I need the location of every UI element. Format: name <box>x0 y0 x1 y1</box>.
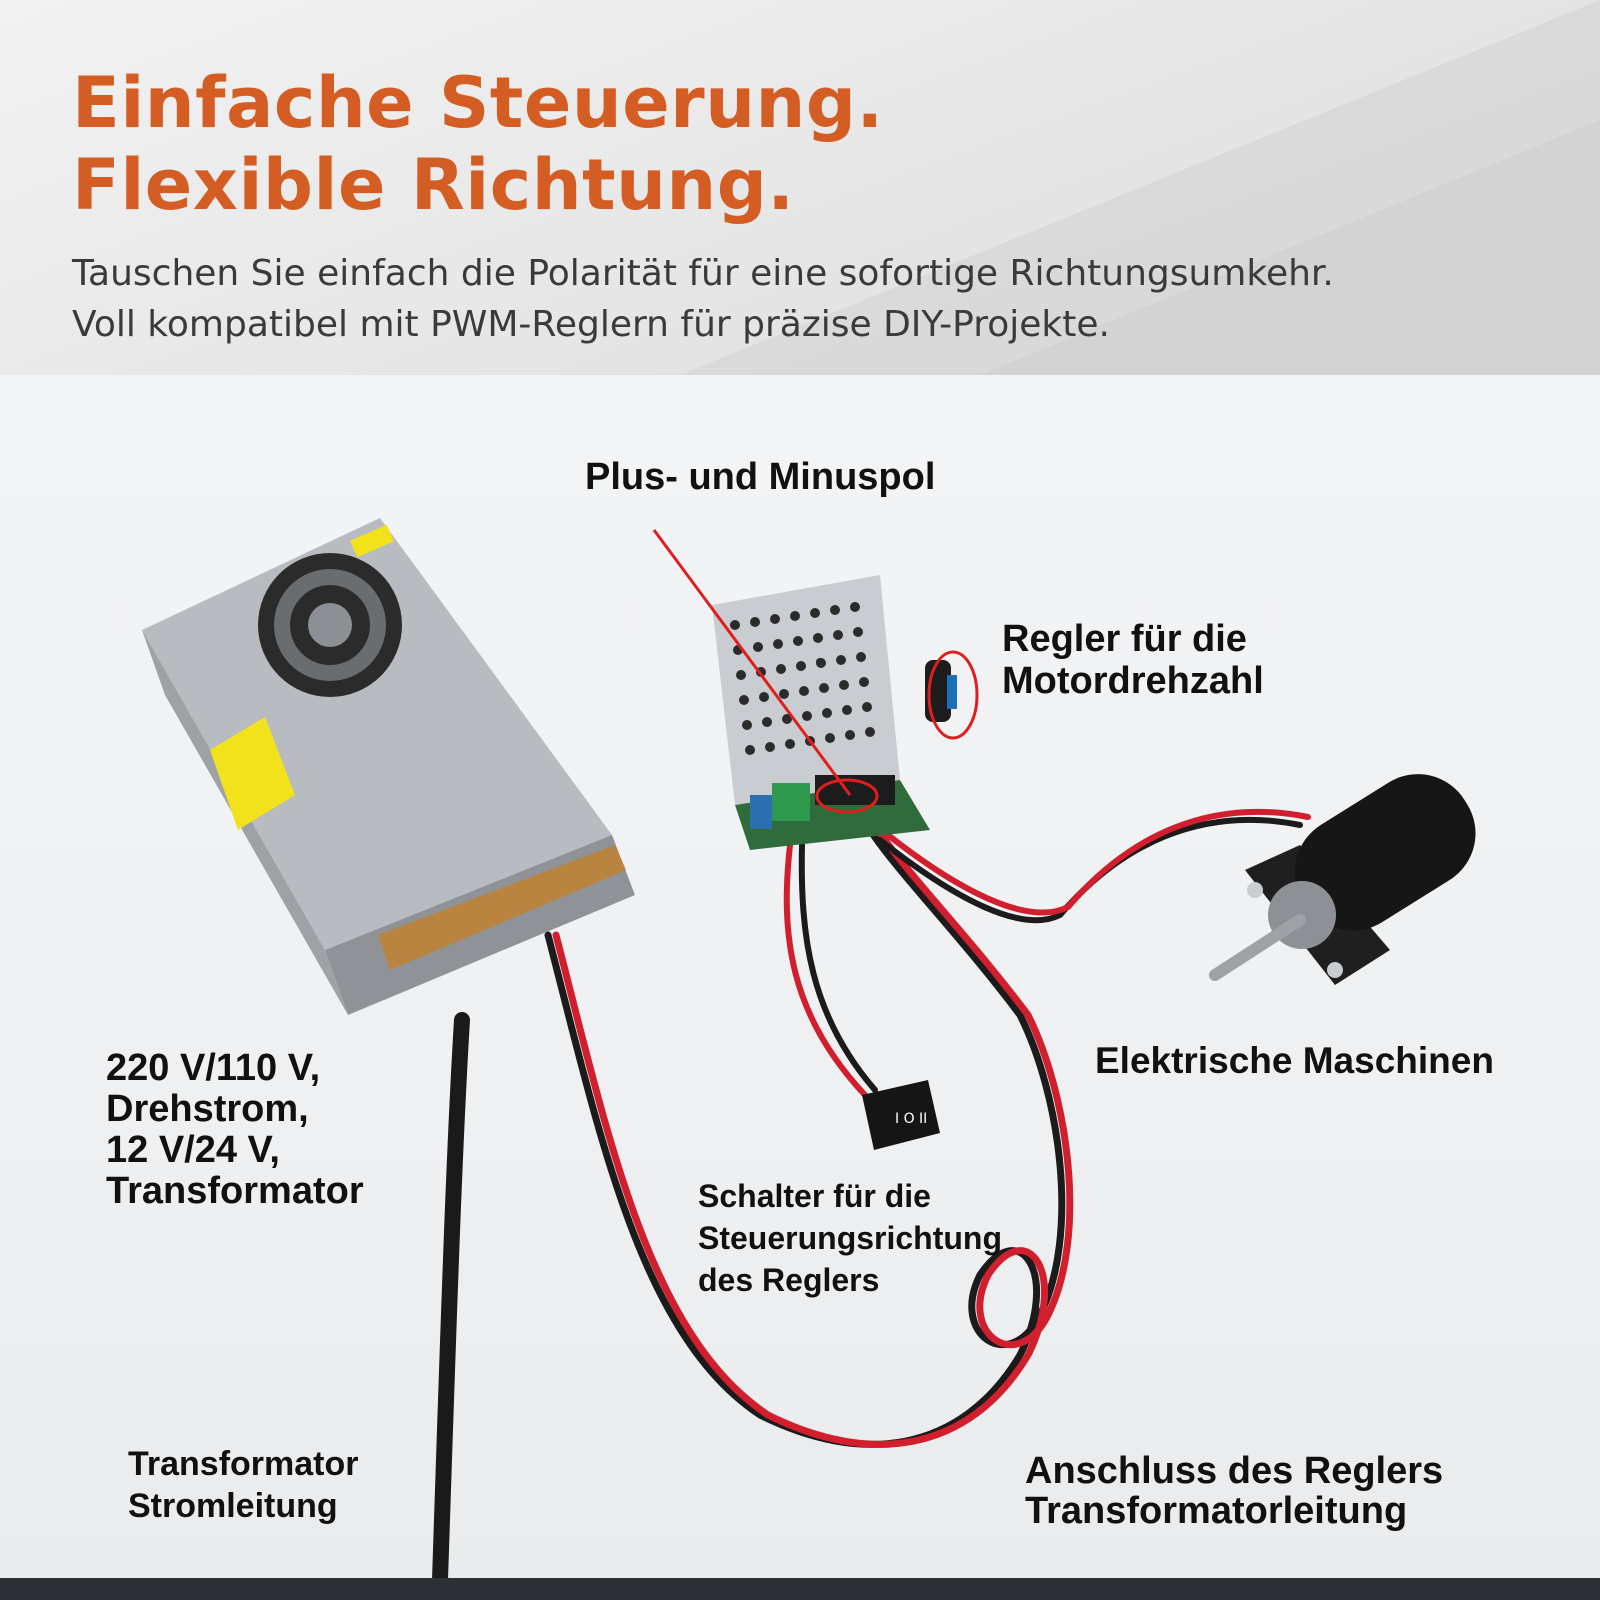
label-electric-machines: Elektrische Maschinen <box>1095 1040 1494 1081</box>
label-power-supply-line-1: 220 V/110 V, <box>106 1047 321 1089</box>
label-direction-switch-line-3: des Reglers <box>698 1262 880 1298</box>
power-supply-unit <box>142 518 635 1015</box>
subheadline-line-1: Tauschen Sie einfach die Polarität für eine sofortige Richtungsumkehr. <box>72 253 1334 294</box>
subheadline <box>72 248 1334 350</box>
wiring-illustration <box>0 375 1600 1580</box>
product-photo <box>0 375 1600 1580</box>
label-power-supply-line-3: 12 V/24 V, <box>106 1129 280 1171</box>
footer-bar <box>0 1578 1600 1600</box>
label-power-supply <box>106 1048 364 1212</box>
power-cable <box>440 1020 462 1580</box>
label-controller-connection-line-2: Transformatorleitung <box>1025 1490 1408 1532</box>
label-speed-knob-line-1: Regler für die <box>1002 618 1247 660</box>
transformer-cable <box>548 830 1070 1444</box>
fan-icon <box>258 553 402 697</box>
label-speed-knob <box>1002 618 1264 702</box>
label-plus-minus-pole: Plus- und Minuspol <box>585 456 936 498</box>
headline <box>72 62 884 226</box>
label-power-cable <box>128 1443 359 1527</box>
svg-text:I O II: I O II <box>895 1111 928 1127</box>
label-controller-connection-line-1: Anschluss des Reglers <box>1025 1450 1444 1492</box>
header-banner <box>0 0 1600 375</box>
motor-cable <box>880 812 1308 920</box>
label-direction-switch-line-2: Steuerungsrichtung <box>698 1220 1003 1256</box>
switch-cable <box>787 845 875 1095</box>
motor-icon <box>1215 753 1496 985</box>
label-power-cable-line-2: Stromleitung <box>128 1487 338 1525</box>
label-power-supply-line-4: Transformator <box>106 1170 364 1212</box>
label-controller-connection <box>1025 1451 1443 1531</box>
label-speed-knob-line-2: Motordrehzahl <box>1002 660 1264 702</box>
headline-line-1: Einfache Steuerung. <box>72 62 884 144</box>
pwm-speed-controller <box>712 575 957 850</box>
label-direction-switch-line-1: Schalter für die <box>698 1178 931 1214</box>
headline-line-2: Flexible Richtung. <box>72 144 795 226</box>
label-power-supply-line-2: Drehstrom, <box>106 1088 309 1130</box>
label-direction-switch <box>698 1175 1002 1301</box>
subheadline-line-2: Voll kompatibel mit PWM-Reglern für präzise DIY-Projekte. <box>72 304 1110 345</box>
label-power-cable-line-1: Transformator <box>128 1445 359 1483</box>
